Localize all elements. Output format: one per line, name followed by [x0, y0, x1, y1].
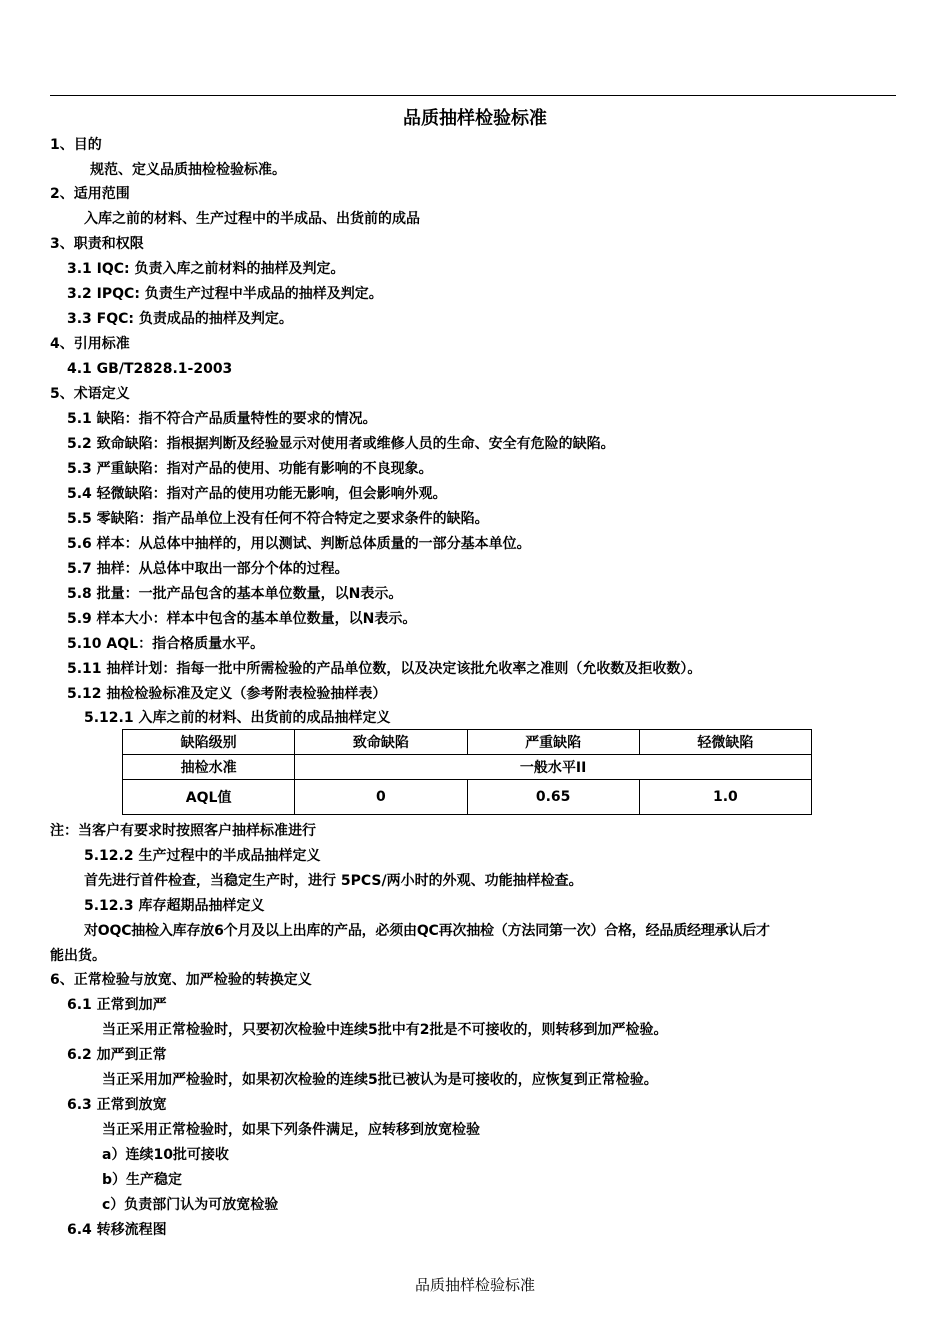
section-5-heading: 5、术语定义: [50, 386, 130, 402]
item-6-4: 6.4 转移流程图: [67, 1222, 167, 1238]
item-4-1: 4.1 GB/T2828.1-2003: [67, 361, 233, 377]
item-6-2-text: 当正采用加严检验时，如果初次检验的连续5批已被认为是可接收的，应恢复到正常检验。: [102, 1072, 658, 1088]
item-6-1-text: 当正采用正常检验时，只要初次检验中连续5批中有2批是不可接收的，则转移到加严检验。: [102, 1022, 668, 1038]
item-6-2: 6.2 加严到正常: [67, 1047, 167, 1063]
item-5-12-2: 5.12.2 生产过程中的半成品抽样定义: [84, 848, 321, 864]
item-5-12-3-text-cont: 能出货。: [50, 948, 106, 964]
section-4-heading: 4、引用标准: [50, 336, 130, 352]
aql-label: AQL值: [123, 780, 295, 815]
page-title: 品质抽样检验标准: [403, 108, 547, 129]
item-5-5: 5.5 零缺陷：指产品单位上没有任何不符合特定之要求条件的缺陷。: [67, 511, 489, 527]
aql-table: [122, 729, 812, 815]
table-row: [123, 730, 812, 755]
item-6-1: 6.1 正常到加严: [67, 997, 167, 1013]
item-5-12-1: 5.12.1 入库之前的材料、出货前的成品抽样定义: [84, 710, 391, 726]
item-5-7: 5.7 抽样：从总体中取出一部分个体的过程。: [67, 561, 349, 577]
header-major: 严重缺陷: [467, 730, 639, 755]
item-6-3-text: 当正采用正常检验时，如果下列条件满足，应转移到放宽检验: [102, 1122, 480, 1138]
item-5-10: 5.10 AQL：指合格质量水平。: [67, 636, 265, 652]
item-5-12-3-text: 对OQC抽检入库存放6个月及以上出库的产品，必须由QC再次抽检（方法同第一次）合格，经品质经理承认后才: [84, 923, 770, 939]
header-critical: 致命缺陷: [295, 730, 467, 755]
item-5-8: 5.8 批量：一批产品包含的基本单位数量，以N表示。: [67, 586, 403, 602]
table-row: [123, 780, 812, 815]
item-5-12-2-text: 首先进行首件检查，当稳定生产时，进行 5PCS/两小时的外观、功能抽样检查。: [84, 873, 583, 889]
item-5-3: 5.3 严重缺陷：指对产品的使用、功能有影响的不良现象。: [67, 461, 433, 477]
aql-major: 0.65: [467, 780, 639, 815]
condition-c: c）负责部门认为可放宽检验: [102, 1197, 279, 1213]
section-6-heading: 6、正常检验与放宽、加严检验的转换定义: [50, 972, 312, 988]
item-5-12-3: 5.12.3 库存超期品抽样定义: [84, 898, 265, 914]
condition-b: b）生产稳定: [102, 1172, 183, 1188]
item-5-12: 5.12 抽检检验标准及定义（参考附表检验抽样表）: [67, 686, 387, 702]
item-5-9: 5.9 样本大小：样本中包含的基本单位数量，以N表示。: [67, 611, 417, 627]
header-rule: [50, 95, 896, 96]
item-5-1: 5.1 缺陷：指不符合产品质量特性的要求的情况。: [67, 411, 377, 427]
item-3-3: 3.3 FQC: 负责成品的抽样及判定。: [67, 311, 293, 327]
table-note: 注：当客户有要求时按照客户抽样标准进行: [50, 823, 316, 839]
section-2-text: 入库之前的材料、生产过程中的半成品、出货前的成品: [84, 211, 420, 227]
item-5-2: 5.2 致命缺陷：指根据判断及经验显示对使用者或维修人员的生命、安全有危险的缺陷。: [67, 436, 615, 452]
item-5-11: 5.11 抽样计划：指每一批中所需检验的产品单位数，以及决定该批允收率之准则（允收数及拒收数）。: [67, 661, 702, 677]
aql-critical: 0: [295, 780, 467, 815]
inspection-level-value: 一般水平II: [295, 755, 812, 780]
section-3-heading: 3、职责和权限: [50, 236, 144, 252]
condition-a: a）连续10批可接收: [102, 1147, 229, 1163]
item-5-4: 5.4 轻微缺陷：指对产品的使用功能无影响，但会影响外观。: [67, 486, 447, 502]
aql-minor: 1.0: [639, 780, 811, 815]
item-6-3: 6.3 正常到放宽: [67, 1097, 167, 1113]
page-footer: 品质抽样检验标准: [414, 1276, 535, 1294]
header-defect-level: 缺陷级别: [123, 730, 295, 755]
header-minor: 轻微缺陷: [639, 730, 811, 755]
item-3-2: 3.2 IPQC: 负责生产过程中半成品的抽样及判定。: [67, 286, 383, 302]
section-2-heading: 2、适用范围: [50, 186, 130, 202]
section-1-heading: 1、目的: [50, 137, 102, 153]
item-3-1: 3.1 IQC: 负责入库之前材料的抽样及判定。: [67, 261, 345, 277]
inspection-level-label: 抽检水准: [123, 755, 295, 780]
section-1-text: 规范、定义品质抽检检验标准。: [90, 162, 286, 178]
table-row: [123, 755, 812, 780]
item-5-6: 5.6 样本：从总体中抽样的，用以测试、判断总体质量的一部分基本单位。: [67, 536, 531, 552]
